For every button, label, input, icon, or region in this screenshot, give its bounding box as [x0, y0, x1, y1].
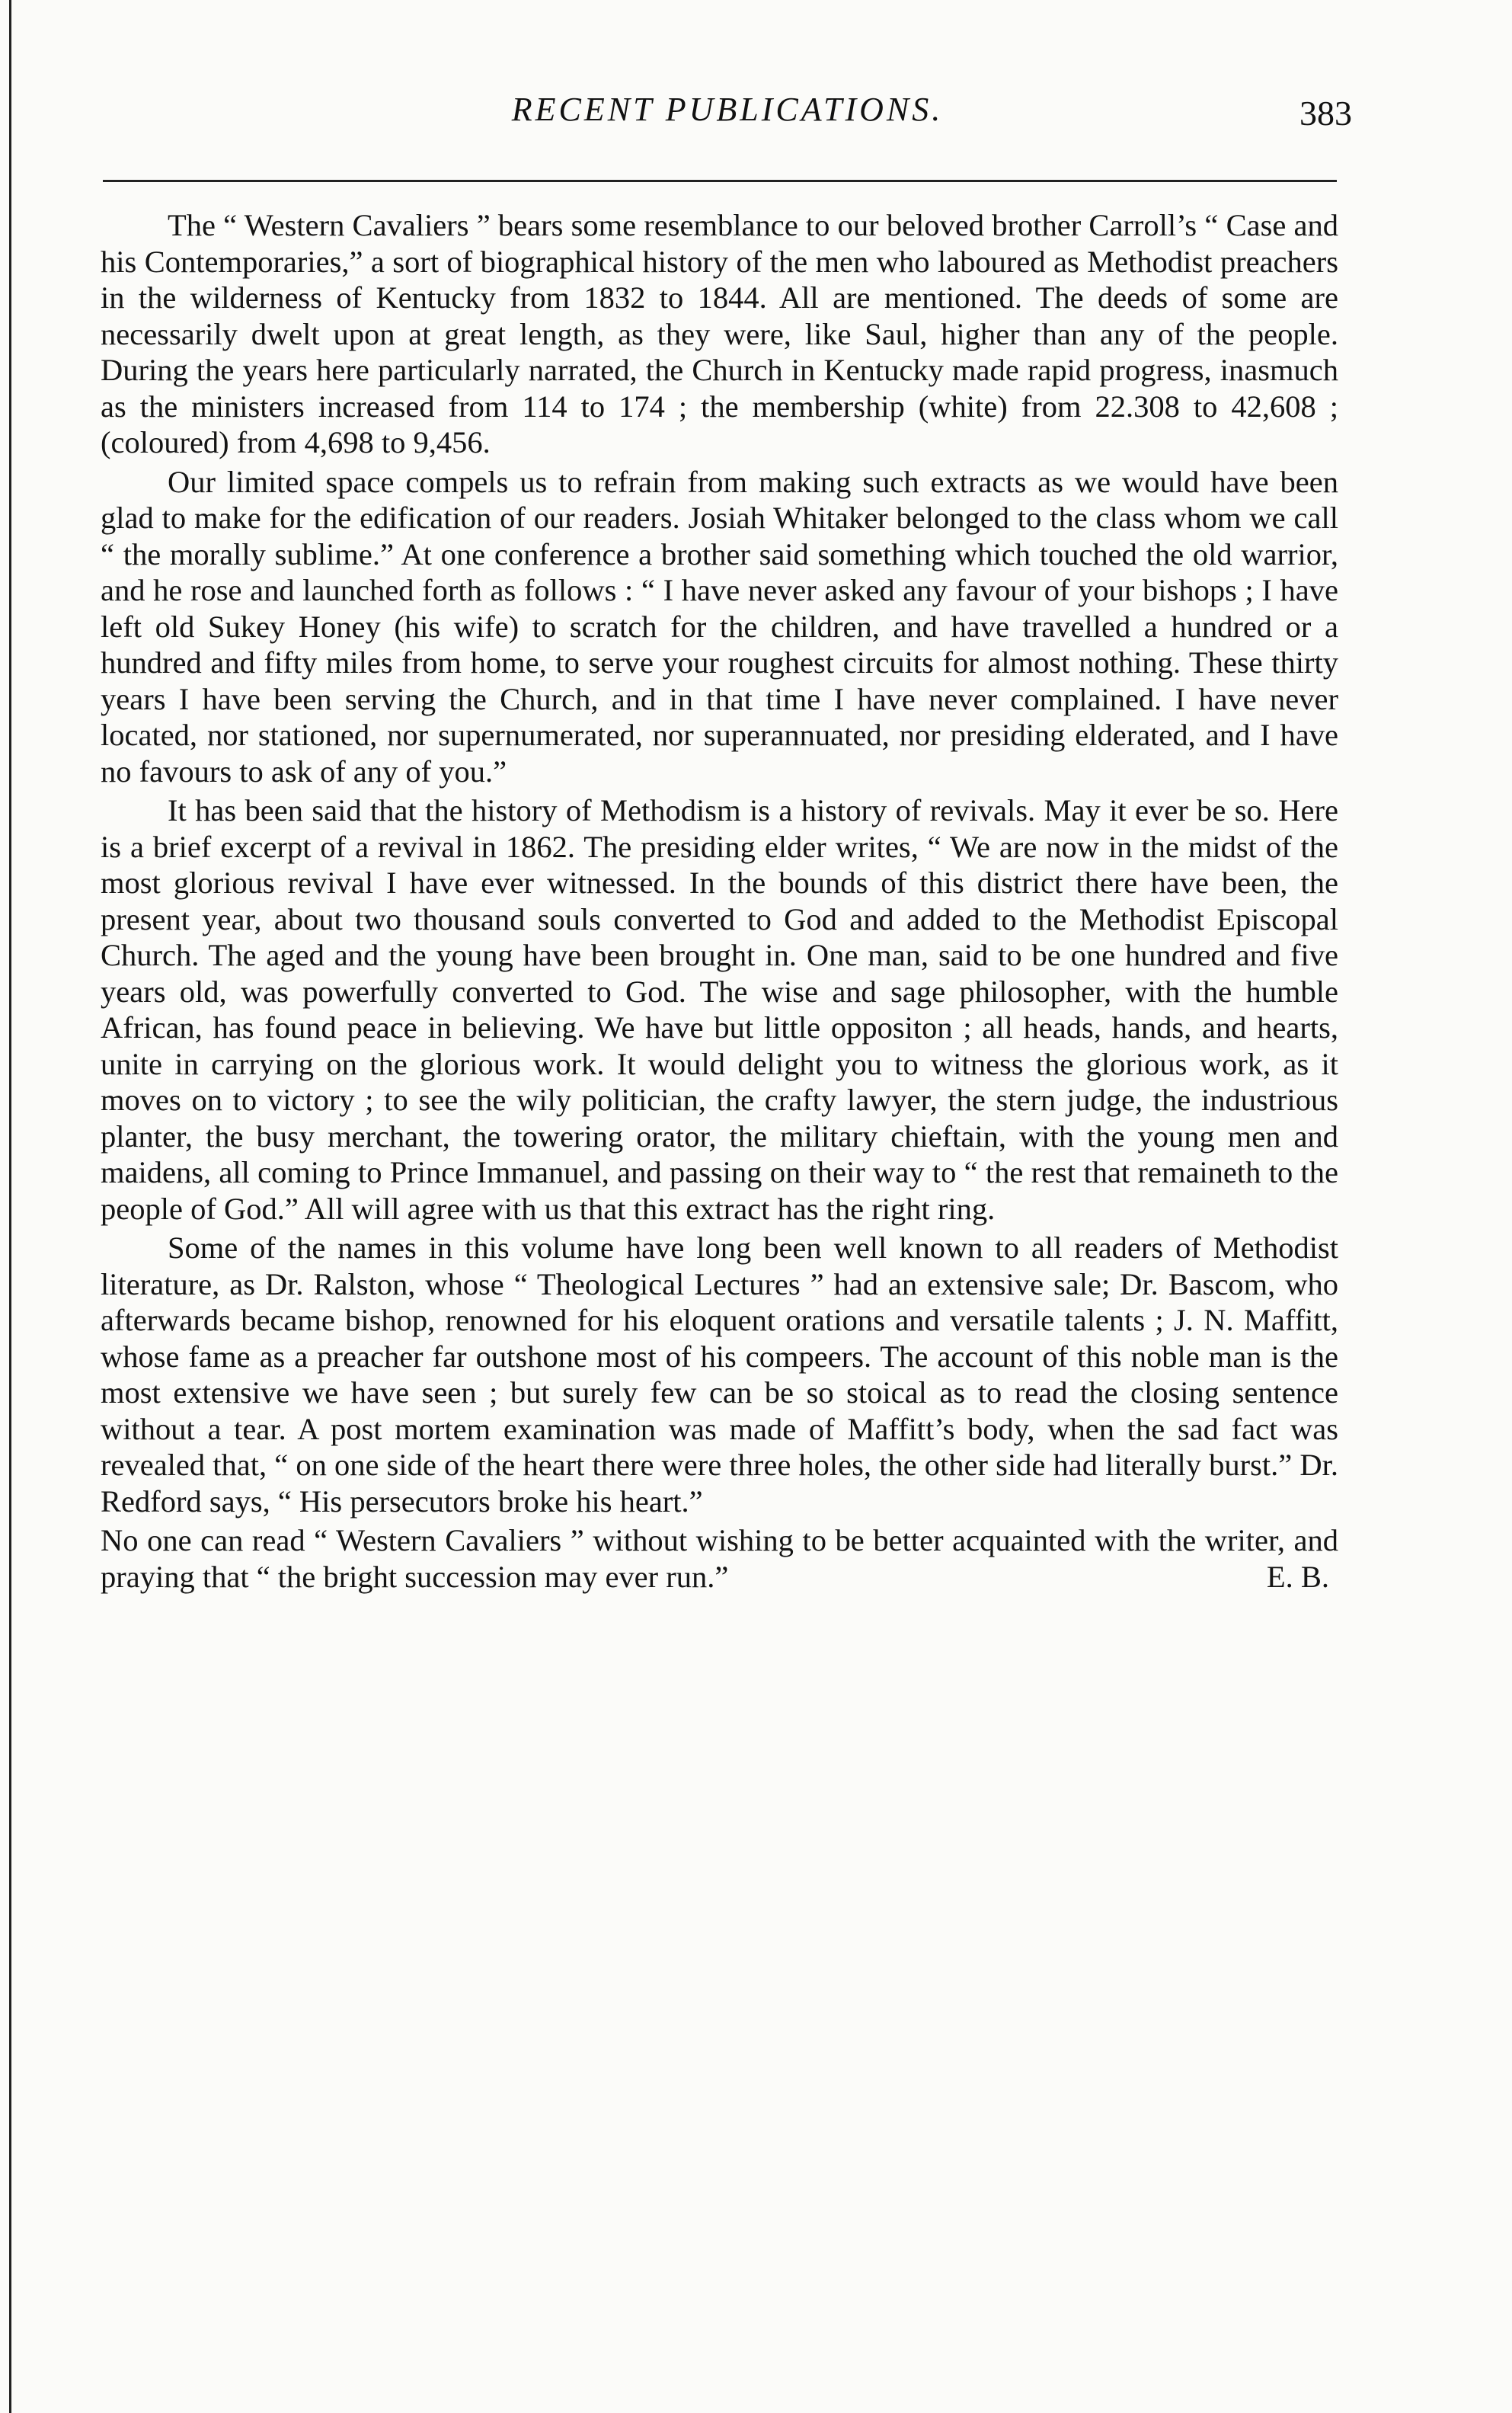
signature: E. B.: [1266, 1559, 1329, 1594]
paragraph-western-cavaliers: The “ Western Cavaliers ” bears some resemblance to our beloved brother Carroll’s “ Case and his Contemporaries,” a sort of biographical history of the men who laboured as Methodist preachers in the wilderness of Kentucky from 1832 to 1844. All are mentioned. The deeds of some are necessarily dwelt upon at great length, as they were, like Saul, higher than any of the people. During the years here particularly narrated, the Church in Kentucky made rapid progress, inasmuch as the ministers increased from 114 to 174 ; the membership (white) from 22.308 to 42,608 ; (coloured) from 4,698 to 9,456.: [101, 208, 1338, 459]
paragraph-revivals: It has been said that the history of Methodism is a history of revivals. May it ever be so. Here is a brief excerpt of a revival in 1862. The presiding elder writes, “ We are now in the midst of the most glorious revival I have ever witnessed. In the bounds of this district there have been, the present year, about two thousand souls converted to God and added to the Methodist Episcopal Church. The aged and the young have been brought in. One man, said to be one hundred and five years old, was powerfully converted to God. The wise and sage philosopher, with the humble African, has found peace in believing. We have but little oppositon ; all heads, hands, and hearts, unite in carrying on the glorious work. It would delight you to witness the glorious work, as it moves on to victory ; to see the wily politician, the crafty lawyer, the stern judge, the industrious planter, the busy merchant, the towering orator, the military chieftain, with the young men and maidens, all coming to Prince Immanuel, and passing on their way to “ the rest that remaineth to the people of God.” All will agree with us that this extract has the right ring.: [101, 793, 1338, 1226]
paragraph-names-in-volume: Some of the names in this volume have long been well known to all readers of Methodist literature, as Dr. Ralston, whose “ Theological Lectures ” had an extensive sale; Dr. Bascom, who afterwards became bishop, renowned for his eloquent orations and versatile talents ; J. N. Maffitt, whose fame as a preacher far outshone most of his compeers. The account of this noble man is the most extensive we have seen ; but surely few can be so stoical as to read the closing sentence without a tear. A post mortem examination was made of Maffitt’s body, when the sad fact was revealed that, “ on one side of the heart there were three holes, the other side had literally burst.” Dr. Redford says, “ His persecutors broke his heart.”: [101, 1231, 1338, 1519]
left-margin-rule: [9, 0, 11, 2413]
paragraph-closing: [101, 1522, 1338, 1595]
paragraph-josiah-whitaker: Our limited space compels us to refrain from making such extracts as we would have been glad to make for the edification of our readers. Josiah Whitaker belonged to the class whom we call “ the morally sublime.” At one conference a brother said something which touched the old warrior, and he rose and launched forth as follows : “ I have never asked any favour of your bishops ; I have left old Sukey Honey (his wife) to scratch for the children, and have travelled a hundred or a hundred and fifty miles from home, to serve your roughest circuits for almost nothing. These thirty years I have been serving the Church, and in that time I have never complained. I have never located, nor stationed, nor supernumerated, nor superannuated, nor presiding elderated, and I have no favours to ask of any of you.”: [101, 464, 1338, 789]
page-number: 383: [1299, 94, 1352, 133]
header-rule: [103, 180, 1337, 182]
page-header: [103, 90, 1352, 143]
closing-text: No one can read “ Western Cavaliers ” without wishing to be better acquainted with the writer, and praying that “ the bright succession may ever run.”: [101, 1523, 1338, 1594]
article-body: [101, 207, 1338, 1595]
running-title: RECENT PUBLICATIONS.: [511, 91, 944, 128]
